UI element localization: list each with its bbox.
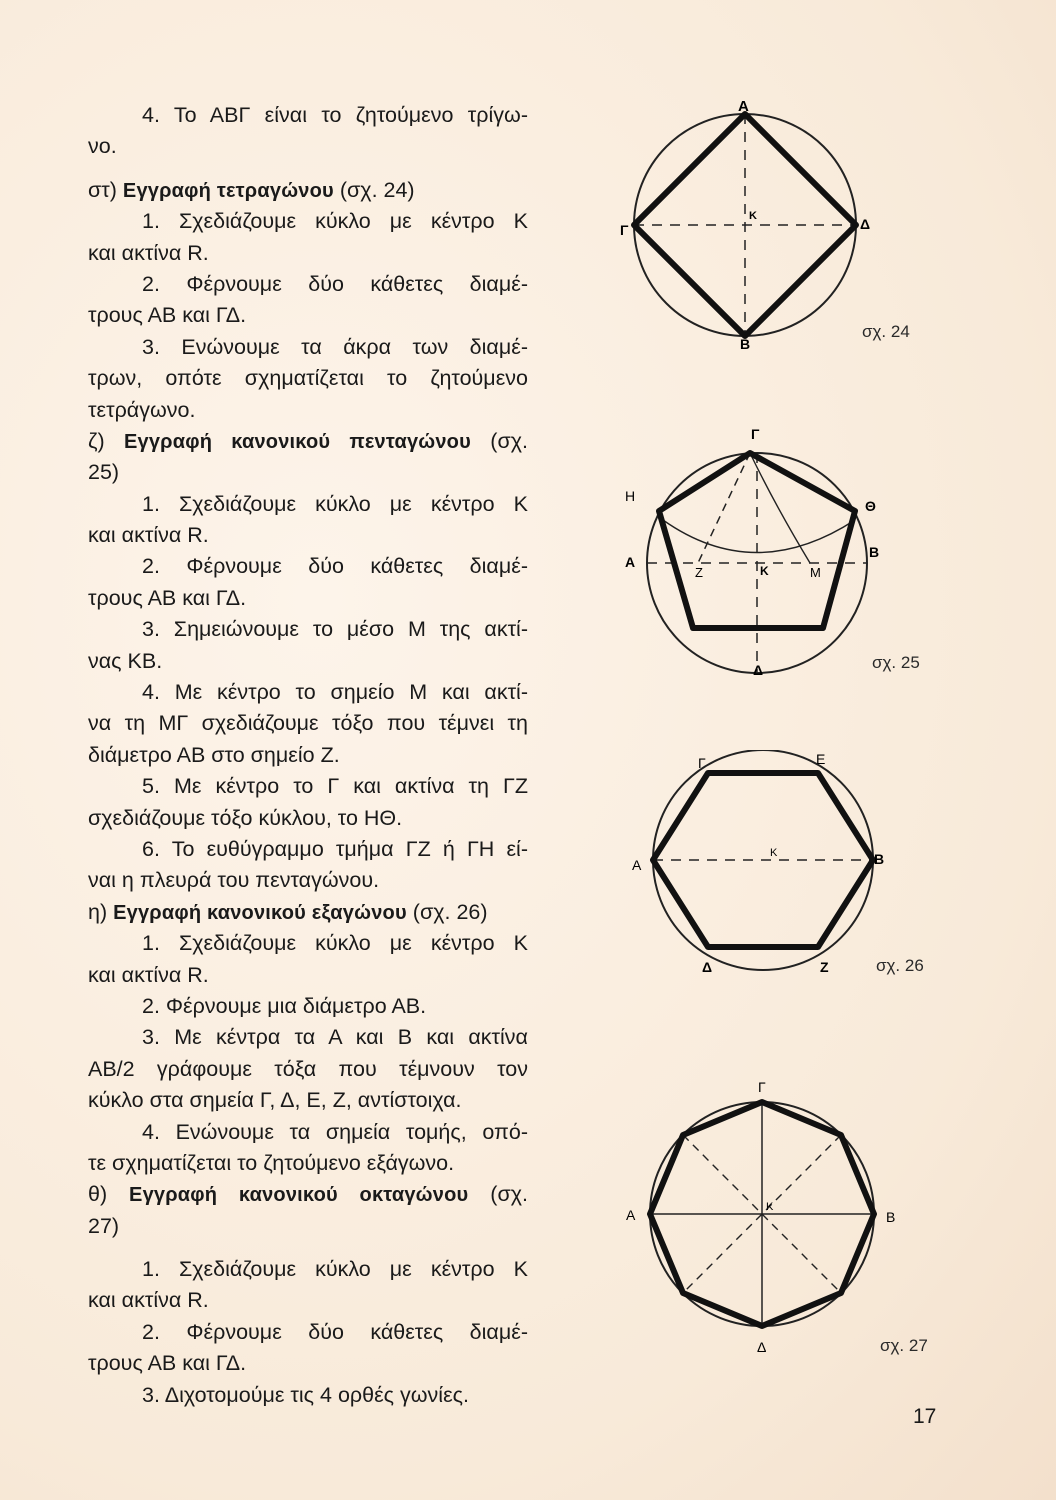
text-line: κύκλο στα σημεία Γ, Δ, Ε, Ζ, αντίστοιχα.	[88, 1088, 462, 1113]
figure-24-square	[610, 95, 900, 355]
label-M: Μ	[810, 565, 821, 580]
label-A: Α	[625, 554, 636, 570]
text-line: 27)	[88, 1213, 120, 1238]
text-line: ναι η πλευρά του πενταγώνου.	[88, 868, 380, 893]
label-H: Η	[625, 488, 636, 504]
label-Z: Ζ	[695, 565, 703, 580]
text-line: 2. Φέρνουμε δύο κάθετες διαμέ-	[142, 271, 528, 296]
label-B: Β	[740, 336, 751, 352]
text-line: 2. Φέρνουμε δύο κάθετες διαμέ-	[142, 554, 528, 579]
label-G: Γ	[698, 755, 706, 771]
section-title: Εγγραφή κανονικού πενταγώνου	[123, 430, 471, 453]
section-prefix: η)	[88, 899, 108, 924]
section-title: Εγγραφή κανονικού οκταγώνου	[129, 1184, 469, 1207]
label-D: Δ	[702, 959, 713, 975]
text-line: ΑΒ/2 γράφουμε τόξα που τέμνουν τον	[88, 1056, 528, 1081]
text-line: τρων, οπότε σχηματίζεται το ζητούμενο	[88, 366, 528, 391]
section-ref: (σχ. 26)	[412, 899, 488, 924]
section-heading-octagon	[88, 1179, 528, 1210]
text-line: 1. Σχεδιάζουμε κύκλο με κέντρο Κ	[142, 209, 528, 234]
text-line: 2. Φέρνουμε δύο κάθετες διαμέ-	[142, 1319, 528, 1344]
text-line: 3. Με κέντρα τα Α και Β και ακτίνα	[142, 1025, 528, 1050]
text-line: 25)	[88, 460, 120, 485]
section-ref: (σχ. 24)	[339, 177, 415, 202]
label-K: Κ	[770, 847, 778, 859]
text-line: τρους ΑΒ και ΓΔ.	[88, 585, 247, 610]
text-line: να τη ΜΓ σχεδιάζουμε τόξο που τέμνει τη	[88, 711, 528, 736]
text-line: και ακτίνα R.	[88, 1288, 209, 1313]
figure-27-octagon	[620, 1080, 900, 1360]
label-B: Β	[869, 544, 880, 560]
text-line: και ακτίνα R.	[88, 523, 209, 548]
text-line: σχεδιάζουμε τόξο κύκλου, το ΗΘ.	[88, 805, 403, 830]
figure-25-pentagon	[615, 425, 885, 685]
section-ref: (σχ.	[490, 1182, 528, 1207]
label-E: Ε	[816, 751, 826, 767]
page-number: 17	[913, 1405, 937, 1428]
text-line: 3. Ενώνουμε τα άκρα των διαμέ-	[142, 334, 528, 359]
text-line: τρους ΑΒ και ΓΔ.	[88, 303, 247, 328]
section-heading-hexagon	[88, 897, 528, 928]
text-line: και ακτίνα R.	[88, 240, 209, 265]
section-title: Εγγραφή κανονικού εξαγώνου	[113, 901, 407, 924]
label-A: Α	[738, 98, 749, 115]
text-line: 1. Σχεδιάζουμε κύκλο με κέντρο Κ	[142, 1257, 528, 1282]
section-title: Εγγραφή τετραγώνου	[122, 179, 334, 202]
section-ref: (σχ.	[490, 428, 528, 453]
label-K: Κ	[760, 564, 769, 578]
caption-24: σχ. 24	[862, 322, 910, 341]
text-line: 4. Ενώνουμε τα σημεία τομής, οπό-	[142, 1119, 528, 1144]
caption-27: σχ. 27	[880, 1336, 928, 1355]
label-D: Δ	[860, 216, 871, 232]
text-column	[88, 100, 528, 1411]
text-line: τρους ΑΒ και ΓΔ.	[88, 1351, 247, 1376]
caption-26: σχ. 26	[876, 956, 924, 975]
label-D: Δ	[757, 1339, 767, 1355]
text-line: 1. Σχεδιάζουμε κύκλο με κέντρο Κ	[142, 931, 528, 956]
text-line: τετράγωνο.	[88, 397, 196, 422]
label-A: Α	[626, 1207, 636, 1223]
section-prefix: θ)	[88, 1182, 108, 1207]
text-line: 1. Σχεδιάζουμε κύκλο με κέντρο Κ	[142, 491, 528, 516]
label-G: Γ	[620, 222, 629, 238]
text-line: 4. Το ΑΒΓ είναι το ζητούμενο τρίγω-	[142, 103, 528, 127]
text-line: 5. Με κέντρο το Γ και ακτίνα τη ΓΖ	[142, 774, 528, 799]
label-Z: Ζ	[820, 959, 829, 975]
text-line: και ακτίνα R.	[88, 962, 209, 987]
label-B: Β	[886, 1209, 896, 1225]
text-line: 4. Με κέντρο το σημείο Μ και ακτί-	[142, 680, 528, 705]
label-A: Α	[632, 857, 642, 873]
text-line: 3. Σημειώνουμε το μέσο Μ της ακτί-	[142, 617, 528, 642]
label-G: Γ	[751, 426, 760, 442]
section-heading-square	[88, 175, 528, 206]
text-line: διάμετρο ΑΒ στο σημείο Ζ.	[88, 742, 340, 767]
text-line: 3. Διχοτομούμε τις 4 ορθές γωνίες.	[142, 1382, 469, 1407]
section-prefix: στ)	[88, 177, 117, 202]
label-TH: Θ	[865, 498, 876, 514]
section-heading-pentagon	[88, 426, 528, 457]
text-line: 6. Το ευθύγραμμο τμήμα ΓΖ ή ΓΗ εί-	[142, 836, 528, 861]
label-K: Κ	[766, 1201, 774, 1213]
label-K: Κ	[749, 210, 757, 222]
text-line: νο.	[88, 134, 117, 159]
text-line: 2. Φέρνουμε μια διάμετρο ΑΒ.	[142, 993, 427, 1018]
label-B: Β	[874, 851, 885, 867]
label-D: Δ	[753, 662, 764, 678]
label-G: Γ	[758, 1080, 766, 1095]
section-prefix: ζ)	[88, 428, 105, 453]
caption-25: σχ. 25	[872, 653, 920, 672]
text-line: τε σχηματίζεται το ζητούμενο εξάγωνο.	[88, 1150, 455, 1175]
text-line: νας ΚΒ.	[88, 648, 163, 673]
figure-26-hexagon	[620, 750, 890, 990]
